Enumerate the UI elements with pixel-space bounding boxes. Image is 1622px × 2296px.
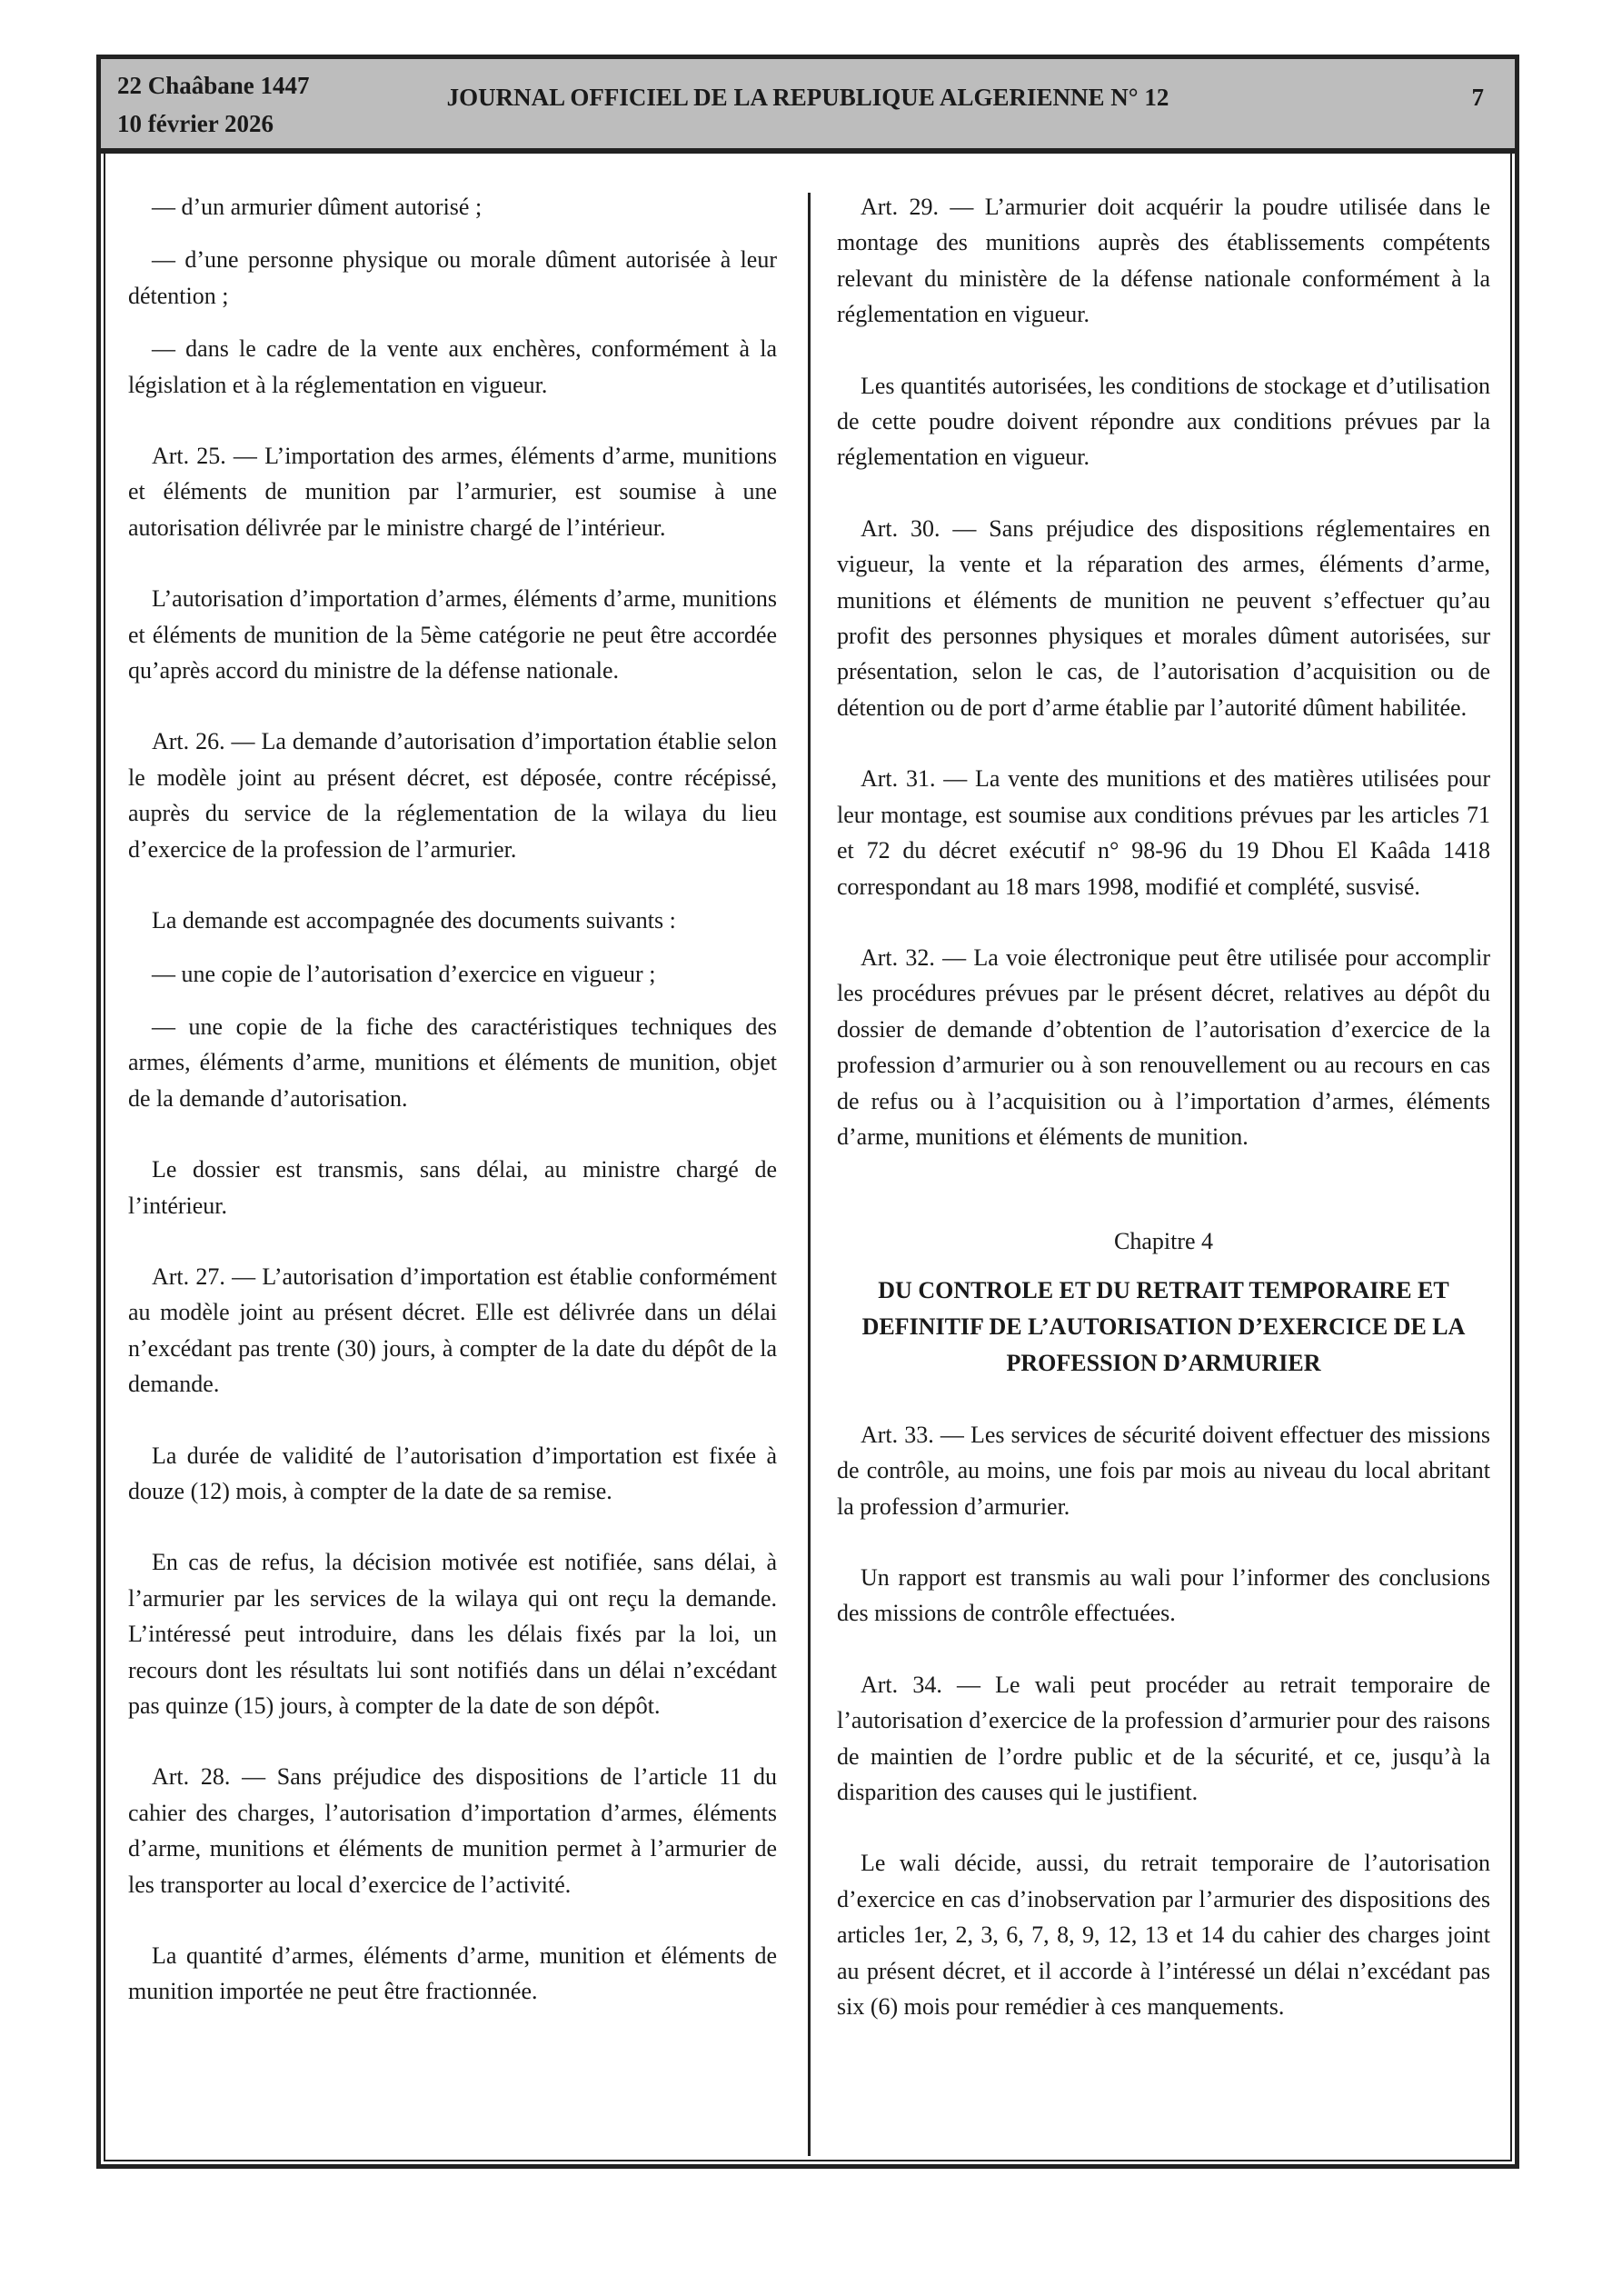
paragraph: La quantité d’armes, éléments d’arme, munition et éléments de munition importée ne peut être fractionnée. — [128, 1942, 777, 2005]
paragraph: Art. 33. — Les services de sécurité doivent effectuer des missions de contrôle, au moins, une fois par mois au niveau du local abritant la profession d’armurier. — [837, 1421, 1490, 1520]
hijri-date: 22 Chaâbane 1447 — [117, 72, 310, 99]
left-column — [128, 189, 777, 2010]
paragraph: Le wali décide, aussi, du retrait temporaire de l’autorisation d’exercice en cas d’inobservation par l’armurier des dispositions des articles 1er, 2, 3, 6, 7, 8, 9, 12, 13 et 14 du cahier des charges joint au présent décret, et il accorde à l’intéressé un délai n’excédant pas six (6) mois pour remédier à ces manquements. — [837, 1850, 1490, 2021]
paragraph: La demande est accompagnée des documents suivants : — [152, 907, 676, 934]
paragraph: — d’un armurier dûment autorisé ; — [152, 194, 483, 220]
gregorian-date: 10 février 2026 — [117, 110, 274, 137]
chapter-heading: DU CONTROLE ET DU RETRAIT TEMPORAIRE ET DEFINITIF DE L’AUTORISATION D’EXERCICE DE LA PROFESSION D’ARMURIER — [861, 1276, 1466, 1376]
paragraph: Art. 32. — La voie électronique peut être utilisée pour accomplir les procédures prévues par le présent décret, relatives au dépôt du dossier de demande d’obtention de l’autorisation d’exercice de la profession d’armurier ou à son renouvellement ou au recours en cas de refus ou à l’acquisition ou à l’importation d’armes, éléments d’arme, munitions et éléments de munition. — [837, 943, 1490, 1150]
right-column — [837, 189, 1490, 2024]
paragraph: — dans le cadre de la vente aux enchères, conformément à la législation et à la réglementation en vigueur. — [128, 335, 777, 398]
paragraph: Art. 30. — Sans préjudice des dispositions réglementaires en vigueur, la vente et la réparation des armes, éléments d’arme, munitions et éléments de munition ne peuvent s’effectuer qu’au profit des personnes physiques et morales dûment autorisées, sur présentation, selon le cas, de l’autorisation d’acquisition ou de détention ou de port d’arme établie par l’autorité dûment habilitée. — [837, 514, 1490, 721]
paragraph: Le dossier est transmis, sans délai, au ministre chargé de l’intérieur. — [128, 1156, 777, 1219]
paragraph: Art. 29. — L’armurier doit acquérir la poudre utilisée dans le montage des munitions auprès des établissements compétents relevant du ministère de la défense nationale conformément à la réglementation en vigueur. — [837, 194, 1490, 328]
paragraph: — d’une personne physique ou morale dûment autorisée à leur détention ; — [128, 246, 777, 309]
page-number: 7 — [1471, 84, 1484, 111]
paragraph: Art. 26. — La demande d’autorisation d’importation établie selon le modèle joint au présent décret, est déposée, contre récépissé, auprès du service de la réglementation de la wilaya du lieu d’exercice de la profession de l’armurier. — [128, 728, 777, 863]
chapter-number: Chapitre 4 — [1113, 1228, 1214, 1255]
paragraph: Art. 34. — Le wali peut procéder au retrait temporaire de l’autorisation d’exercice de la profession d’armurier pour des raisons de maintien de l’ordre public et de la sécurité, et ce, jusqu’à la disparition des causes qui le justifient. — [837, 1671, 1490, 1805]
paragraph: Un rapport est transmis au wali pour l’informer des conclusions des missions de contrôle effectuées. — [837, 1563, 1490, 1627]
paragraph: L’autorisation d’importation d’armes, éléments d’arme, munitions et éléments de munition de la 5ème catégorie ne peut être accordée qu’après accord du ministre de la défense nationale. — [128, 585, 777, 684]
paragraph: La durée de validité de l’autorisation d’importation est fixée à douze (12) mois, à compter de la date de sa remise. — [128, 1442, 777, 1504]
journal-title: JOURNAL OFFICIEL DE LA REPUBLIQUE ALGERIENNE N° 12 — [446, 84, 1169, 111]
paragraph: Art. 27. — L’autorisation d’importation est établie conformément au modèle joint au présent décret. Elle est délivrée dans un délai n’excédant pas trente (30) jours, à compter de la date du dépôt de la demande. — [128, 1263, 777, 1398]
paragraph: Art. 28. — Sans préjudice des dispositions de l’article 11 du cahier des charges, l’autorisation d’importation d’armes, éléments d’arme, munitions et éléments de munition permet à l’armurier de les transporter au local d’exercice de l’activité. — [128, 1763, 777, 1898]
paragraph: En cas de refus, la décision motivée est notifiée, sans délai, à l’armurier par les services de la wilaya qui ont reçu la demande. L’intéressé peut introduire, dans les délais fixés par la loi, un recours dont les résultats lui sont notifiés dans un délai n’excédant pas quinze (15) jours, à compter de la date de son dépôt. — [128, 1549, 777, 1719]
paragraph: — une copie de l’autorisation d’exercice en vigueur ; — [152, 960, 656, 987]
paragraph: Art. 31. — La vente des munitions et des matières utilisées pour leur montage, est soumise aux conditions prévues par les articles 71 et 72 du décret exécutif n° 98-96 du 19 Dhou El Kaâda 1418 correspondant au 18 mars 1998, modifié et complété, susvisé. — [837, 765, 1490, 900]
paragraph: Art. 25. — L’importation des armes, éléments d’arme, munitions et éléments de munition par l’armurier, est soumise à une autorisation délivrée par le ministre chargé de l’intérieur. — [128, 443, 777, 541]
paragraph: Les quantités autorisées, les conditions de stockage et d’utilisation de cette poudre doivent répondre aux conditions prévues par la réglementation en vigueur. — [837, 372, 1490, 471]
paragraph: — une copie de la fiche des caractéristiques techniques des armes, éléments d’arme, munitions et éléments de munition, objet de la demande d’autorisation. — [128, 1013, 777, 1112]
column-divider — [808, 193, 811, 2156]
journal-header — [101, 59, 1515, 154]
